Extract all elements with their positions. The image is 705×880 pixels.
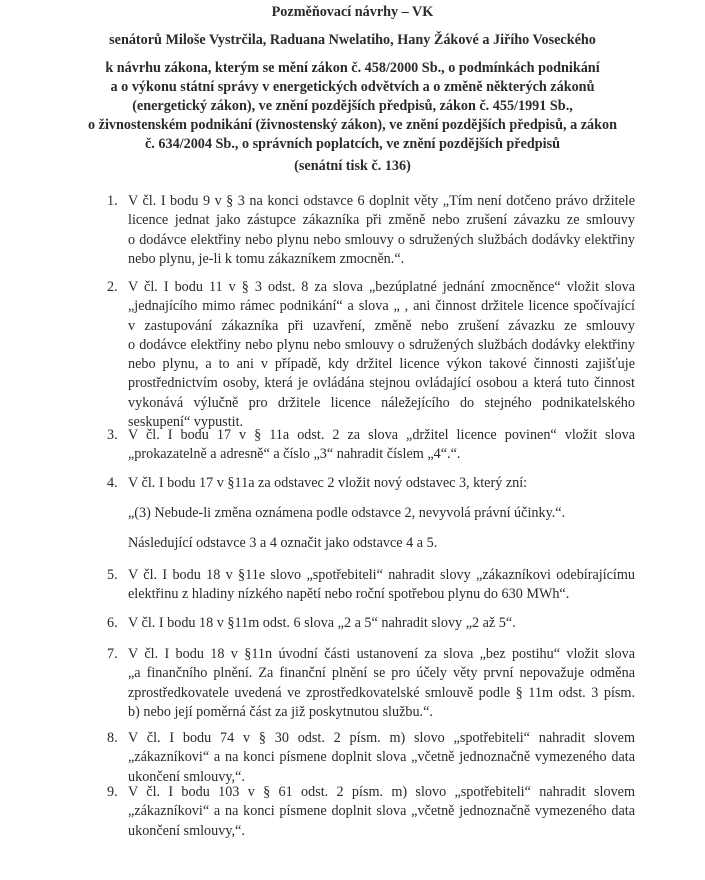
item-text [128,566,635,605]
item-text [128,426,635,465]
authors-line [0,31,705,50]
amendment-item [107,645,635,722]
title-text: Pozměňovací návrhy – VK [271,4,434,20]
text-line: V čl. I bodu 11 v § 3 odst. 8 za slova „bezúplatné jednání zmocněnce“ vložit slova [128,279,635,295]
item-number: 9. [107,784,118,800]
text-line: v zastupování zákazníka při uzavření, změně nebo zrušení závazku ze smlouvy [128,317,635,334]
item-text [128,645,635,722]
item-number: 4. [107,475,118,491]
text-line: vykonává výlučně pro držitele licence náležejícího do stejného podnikatelského [128,394,635,411]
text-line: „a finančního plnění. Za finanční plnění se pro účely věty první nepovažuje odměna [128,665,635,682]
item-text [128,474,635,493]
renumbering-note: Následující odstavce 3 a 4 označit jako odstavce 4 a 5. [128,535,438,551]
item-number: 1. [107,193,118,209]
text-line: V čl. I bodu 18 v §11n úvodní části ustanovení za slova „bez postihu“ vložit slova [128,646,635,662]
text-line: zprostředkovatele uvedená ve zprostředkovatelské smlouvě podle § 11m odst. 3 písm. [128,684,635,701]
text-line: nebo plynu, je-li k tomu zákazníkem zmocněn.“. [128,250,405,267]
amendment-item [107,566,635,605]
bill-line: (energetický zákon), ve znění pozdějších předpisů, zákon č. 455/1991 Sb., [132,98,573,114]
text-line: prostřednictvím osoby, která je ovládána stejnou ovládající osobou a která tuto činnost [128,375,635,392]
text-line: o dodávce elektřiny nebo plynu nebo smlouvy o sdružených službách dodávky elektřiny [128,336,635,353]
item-text [128,729,635,787]
inserted-paragraph-quote: „(3) Nebude-li změna oznámena podle odstavce 2, nevyvolá právní účinky.“. [128,505,566,521]
item-text [128,278,635,432]
amendment-item [107,426,635,465]
text-line: „zákazníkovi“ a na konci písmene doplnit slova „včetně jednoznačně vymezeného data [128,803,635,820]
text-line: „jednajícího mimo rámec podnikání“ a slova „ , ani činnost držitele licence spočívající [128,298,635,315]
bill-line: a o výkonu státní správy v energetických odvětvích a o změně některých zákonů [110,79,595,95]
print-number [0,157,705,176]
amendment-item [107,783,635,841]
item-number: 7. [107,646,118,662]
item-number: 3. [107,427,118,443]
amendment-item [107,278,635,432]
authors-text: senátorů Miloše Vystrčila, Raduana Nwelatiho, Hany Žákové a Jiřího Voseckého [109,32,596,48]
text-line: b) nebo její poměrná část za již poskytnutou službu.“. [128,703,433,720]
amendment-item [107,474,635,493]
bill-line: o živnostenském podnikání (živnostenský zákon), ve znění pozdějších předpisů, a zákon [88,117,617,133]
amendment-item [107,192,635,269]
text-line: seskupení“ vypustit. [128,414,244,431]
text-line: ukončení smlouvy,“. [128,768,245,785]
text-line: V čl. I bodu 17 v § 11a odst. 2 za slova „držitel licence povinen“ vložit slova [128,427,635,443]
print-number-text: (senátní tisk č. 136) [294,158,411,174]
text-line: V čl. I bodu 17 v §11a za odstavec 2 vložit nový odstavec 3, který zní: [128,475,528,491]
item-number: 8. [107,730,118,746]
text-line: V čl. I bodu 9 v § 3 na konci odstavce 6 doplnit věty „Tím není dotčeno právo držitele [128,193,635,209]
item-text [128,783,635,841]
item-number: 6. [107,615,118,631]
item-text [128,614,635,633]
item-text [128,192,635,269]
text-line: V čl. I bodu 18 v §11m odst. 6 slova „2 a 5“ nahradit slovy „2 až 5“. [128,615,516,631]
text-line: V čl. I bodu 74 v § 30 odst. 2 písm. m) slovo „spotřebiteli“ nahradit slovem [128,730,635,746]
text-line: licence jednat jako zástupce zákazníka při změně nebo zrušení závazku ze smlouvy [128,212,635,229]
bill-title [0,59,705,154]
text-line: nebo plynu, a to ani v případě, kdy držitel licence výkon takové činnosti zajišťuje [128,356,635,373]
amendment-item [107,729,635,787]
item-number: 2. [107,279,118,295]
text-line: o dodávce elektřiny nebo plynu nebo smlouvy o sdružených službách dodávky elektřiny [128,231,635,248]
text-line: „prokazatelně a adresně“ a číslo „3“ nahradit číslem „4“.“. [128,446,461,463]
text-line: elektřinu z hladiny nízkého napětí nebo roční spotřebou plynu do 630 MWh“. [128,586,570,603]
document-title [0,3,705,22]
amendment-item [107,614,635,633]
text-line: „zákazníkovi“ a na konci písmene doplnit slova „včetně jednoznačně vymezeného data [128,749,635,766]
bill-line: k návrhu zákona, kterým se mění zákon č. 458/2000 Sb., o podmínkách podnikání [105,60,600,76]
text-line: ukončení smlouvy,“. [128,822,245,839]
bill-line: č. 634/2004 Sb., o správních poplatcích, ve znění pozdějších předpisů [144,136,561,152]
item-number: 5. [107,567,118,583]
text-line: V čl. I bodu 18 v §11e slovo „spotřebiteli“ nahradit slovy „zákazníkovi odebírajícímu [128,567,635,583]
text-line: V čl. I bodu 103 v § 61 odst. 2 písm. m) slovo „spotřebiteli“ nahradit slovem [128,784,635,800]
